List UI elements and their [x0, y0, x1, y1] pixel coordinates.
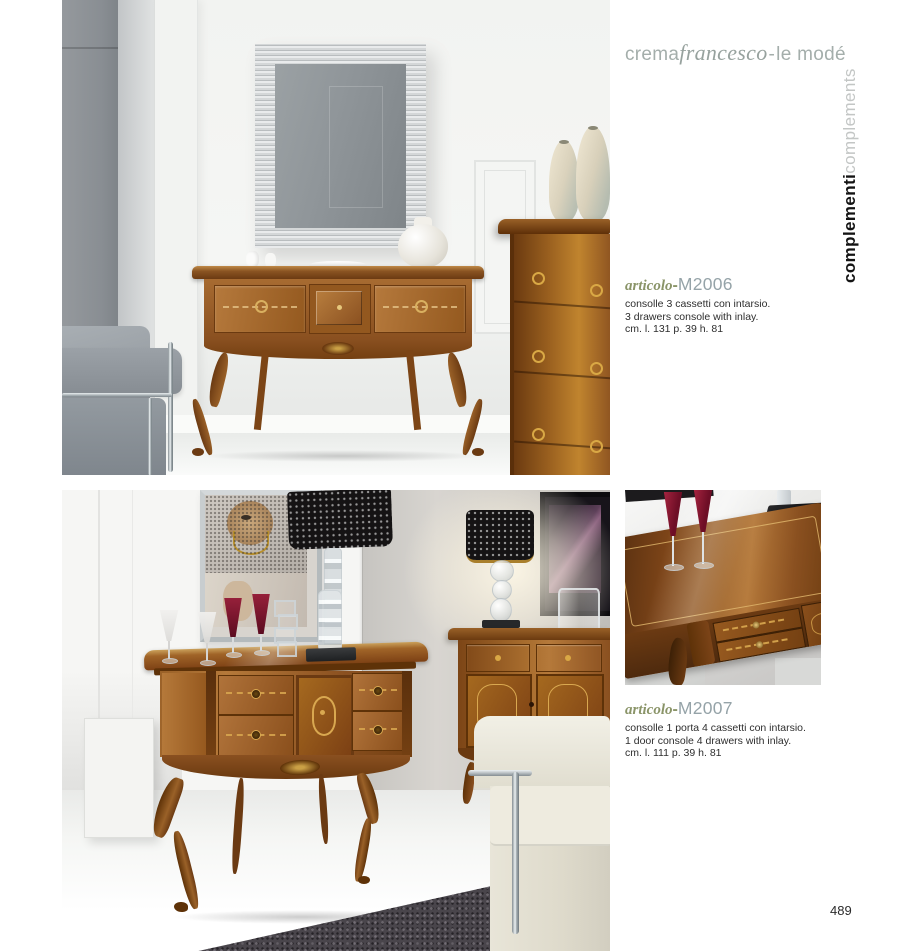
leg-foot — [358, 876, 370, 884]
crystal-sphere — [490, 598, 512, 622]
brass-pull — [590, 362, 603, 375]
description-italian: consolle 3 cassetti con intarsio. — [625, 298, 771, 310]
inlay-panel — [810, 609, 821, 636]
photo-m2007-scene — [62, 490, 610, 951]
silver-textured-mirror-frame — [255, 44, 426, 248]
caption-m2007 — [625, 698, 905, 760]
wall-plinth — [84, 718, 154, 838]
console-m2006-top — [192, 266, 484, 279]
carved-corner-post — [206, 671, 216, 757]
mirror-reflection-door — [329, 86, 383, 208]
glass-foot — [226, 652, 242, 658]
section-tab-italian: complementi — [840, 173, 859, 283]
armchair-chrome-tube — [168, 342, 173, 472]
section-tab-english: complements — [840, 68, 859, 174]
brand-prefix: crema — [625, 44, 680, 65]
crystal-candle-lamp — [318, 590, 342, 652]
slate-base — [306, 647, 356, 662]
chest-of-drawers — [510, 234, 610, 475]
glass-stem — [168, 641, 170, 659]
ring-pull — [415, 300, 428, 313]
black-dotted-lampshade — [287, 490, 393, 550]
console-m2007-body — [160, 671, 412, 757]
end-panel — [162, 673, 207, 755]
brass-pull — [495, 655, 501, 661]
lamp-base — [482, 620, 520, 628]
armchair-armrest — [62, 348, 182, 394]
glass-stem — [260, 634, 262, 651]
inlay-medallion — [312, 696, 336, 736]
knob — [373, 725, 383, 735]
caption-m2006 — [625, 274, 905, 336]
caption-title — [625, 698, 905, 719]
pearl-vase-tall — [576, 126, 610, 222]
brass-pull — [755, 641, 763, 649]
brass-pull — [532, 428, 545, 441]
floor-shadow — [202, 450, 482, 462]
caption-title — [625, 274, 905, 295]
description-english: 1 door console 4 drawers with inlay. — [625, 734, 792, 747]
brass-pull — [752, 621, 760, 629]
article-code: M2006 — [677, 274, 733, 294]
glass-stem — [206, 643, 208, 661]
brass-pull — [590, 440, 603, 453]
cabinet-drawer — [466, 644, 530, 672]
article-label: articolo — [625, 702, 673, 718]
glass-stem — [232, 637, 234, 653]
glass-stem — [672, 536, 674, 566]
black-dotted-drum-shade — [466, 510, 534, 563]
sofa-seat-cushion — [490, 786, 610, 846]
section-tab-vertical — [840, 68, 860, 283]
round-white-vase — [398, 224, 448, 268]
drawer — [352, 673, 404, 711]
floor-tiles — [775, 658, 821, 685]
sofa-chrome-rail — [468, 770, 532, 776]
vase-mouth — [588, 126, 598, 130]
sofa-body — [490, 786, 610, 951]
brass-pull — [590, 284, 603, 297]
console-m2006-left-drawer — [214, 285, 306, 333]
article-connector: - — [672, 277, 678, 294]
mirror-glass — [275, 64, 406, 228]
apron-carving — [322, 342, 354, 355]
carved-corner-post — [402, 671, 412, 757]
pearl-vase — [549, 140, 579, 222]
brand-suffix: le modé — [776, 44, 846, 65]
article-label: articolo — [625, 278, 673, 294]
brand-script-word: francesco — [679, 40, 768, 65]
photo-m2007-detail — [625, 490, 821, 685]
glass-stem — [702, 532, 704, 564]
knob — [251, 730, 261, 740]
drawer-seam — [514, 301, 610, 310]
inlay-dot — [320, 710, 325, 715]
glass-foot — [162, 658, 178, 664]
glass-foot — [200, 660, 216, 666]
knob — [251, 689, 261, 699]
brass-pull — [565, 655, 571, 661]
crystal-sphere — [492, 580, 512, 600]
chest-top-molding — [498, 219, 610, 234]
ring-pull — [255, 300, 268, 313]
drawer — [218, 675, 294, 715]
dimensions: cm. l. 131 p. 39 h. 81 — [625, 323, 724, 336]
armchair-chrome-rail — [62, 393, 172, 397]
crystal-sphere — [490, 560, 514, 582]
glass-foot — [664, 564, 684, 571]
knob — [373, 686, 383, 696]
carved-corner-post — [686, 620, 715, 667]
cabinet-top — [448, 628, 610, 640]
drawer — [352, 711, 404, 751]
photo-m2006-scene — [62, 0, 610, 475]
cabinet-drawer — [536, 644, 602, 672]
sofa-chrome-tube — [512, 772, 519, 934]
console-m2006-center-drawer — [309, 284, 371, 334]
brand-connector: - — [768, 44, 776, 65]
article-connector: - — [672, 701, 678, 718]
page-number: 489 — [830, 903, 852, 918]
console-m2006-right-drawer — [374, 285, 466, 333]
door-knob — [529, 702, 534, 707]
brand-logo — [625, 40, 846, 66]
panel-seam — [62, 47, 118, 49]
glass-foot — [694, 562, 714, 569]
knob — [337, 305, 342, 310]
vase-mouth — [559, 140, 569, 144]
brass-pull — [532, 350, 545, 363]
dimensions: cm. l. 111 p. 39 h. 81 — [625, 747, 722, 760]
article-code: M2007 — [677, 698, 733, 718]
brass-pull — [532, 272, 545, 285]
description-italian: consolle 1 porta 4 cassetti con intarsio. — [625, 722, 806, 734]
center-door — [296, 675, 354, 759]
crystal-ring — [277, 641, 297, 657]
sofa-armrest — [474, 716, 610, 790]
description-english: 3 drawers console with inlay. — [625, 310, 759, 323]
glass-foot — [254, 650, 270, 656]
armchair-chrome-tube — [148, 398, 152, 475]
drawer — [218, 715, 294, 757]
apron-carving — [280, 759, 321, 776]
